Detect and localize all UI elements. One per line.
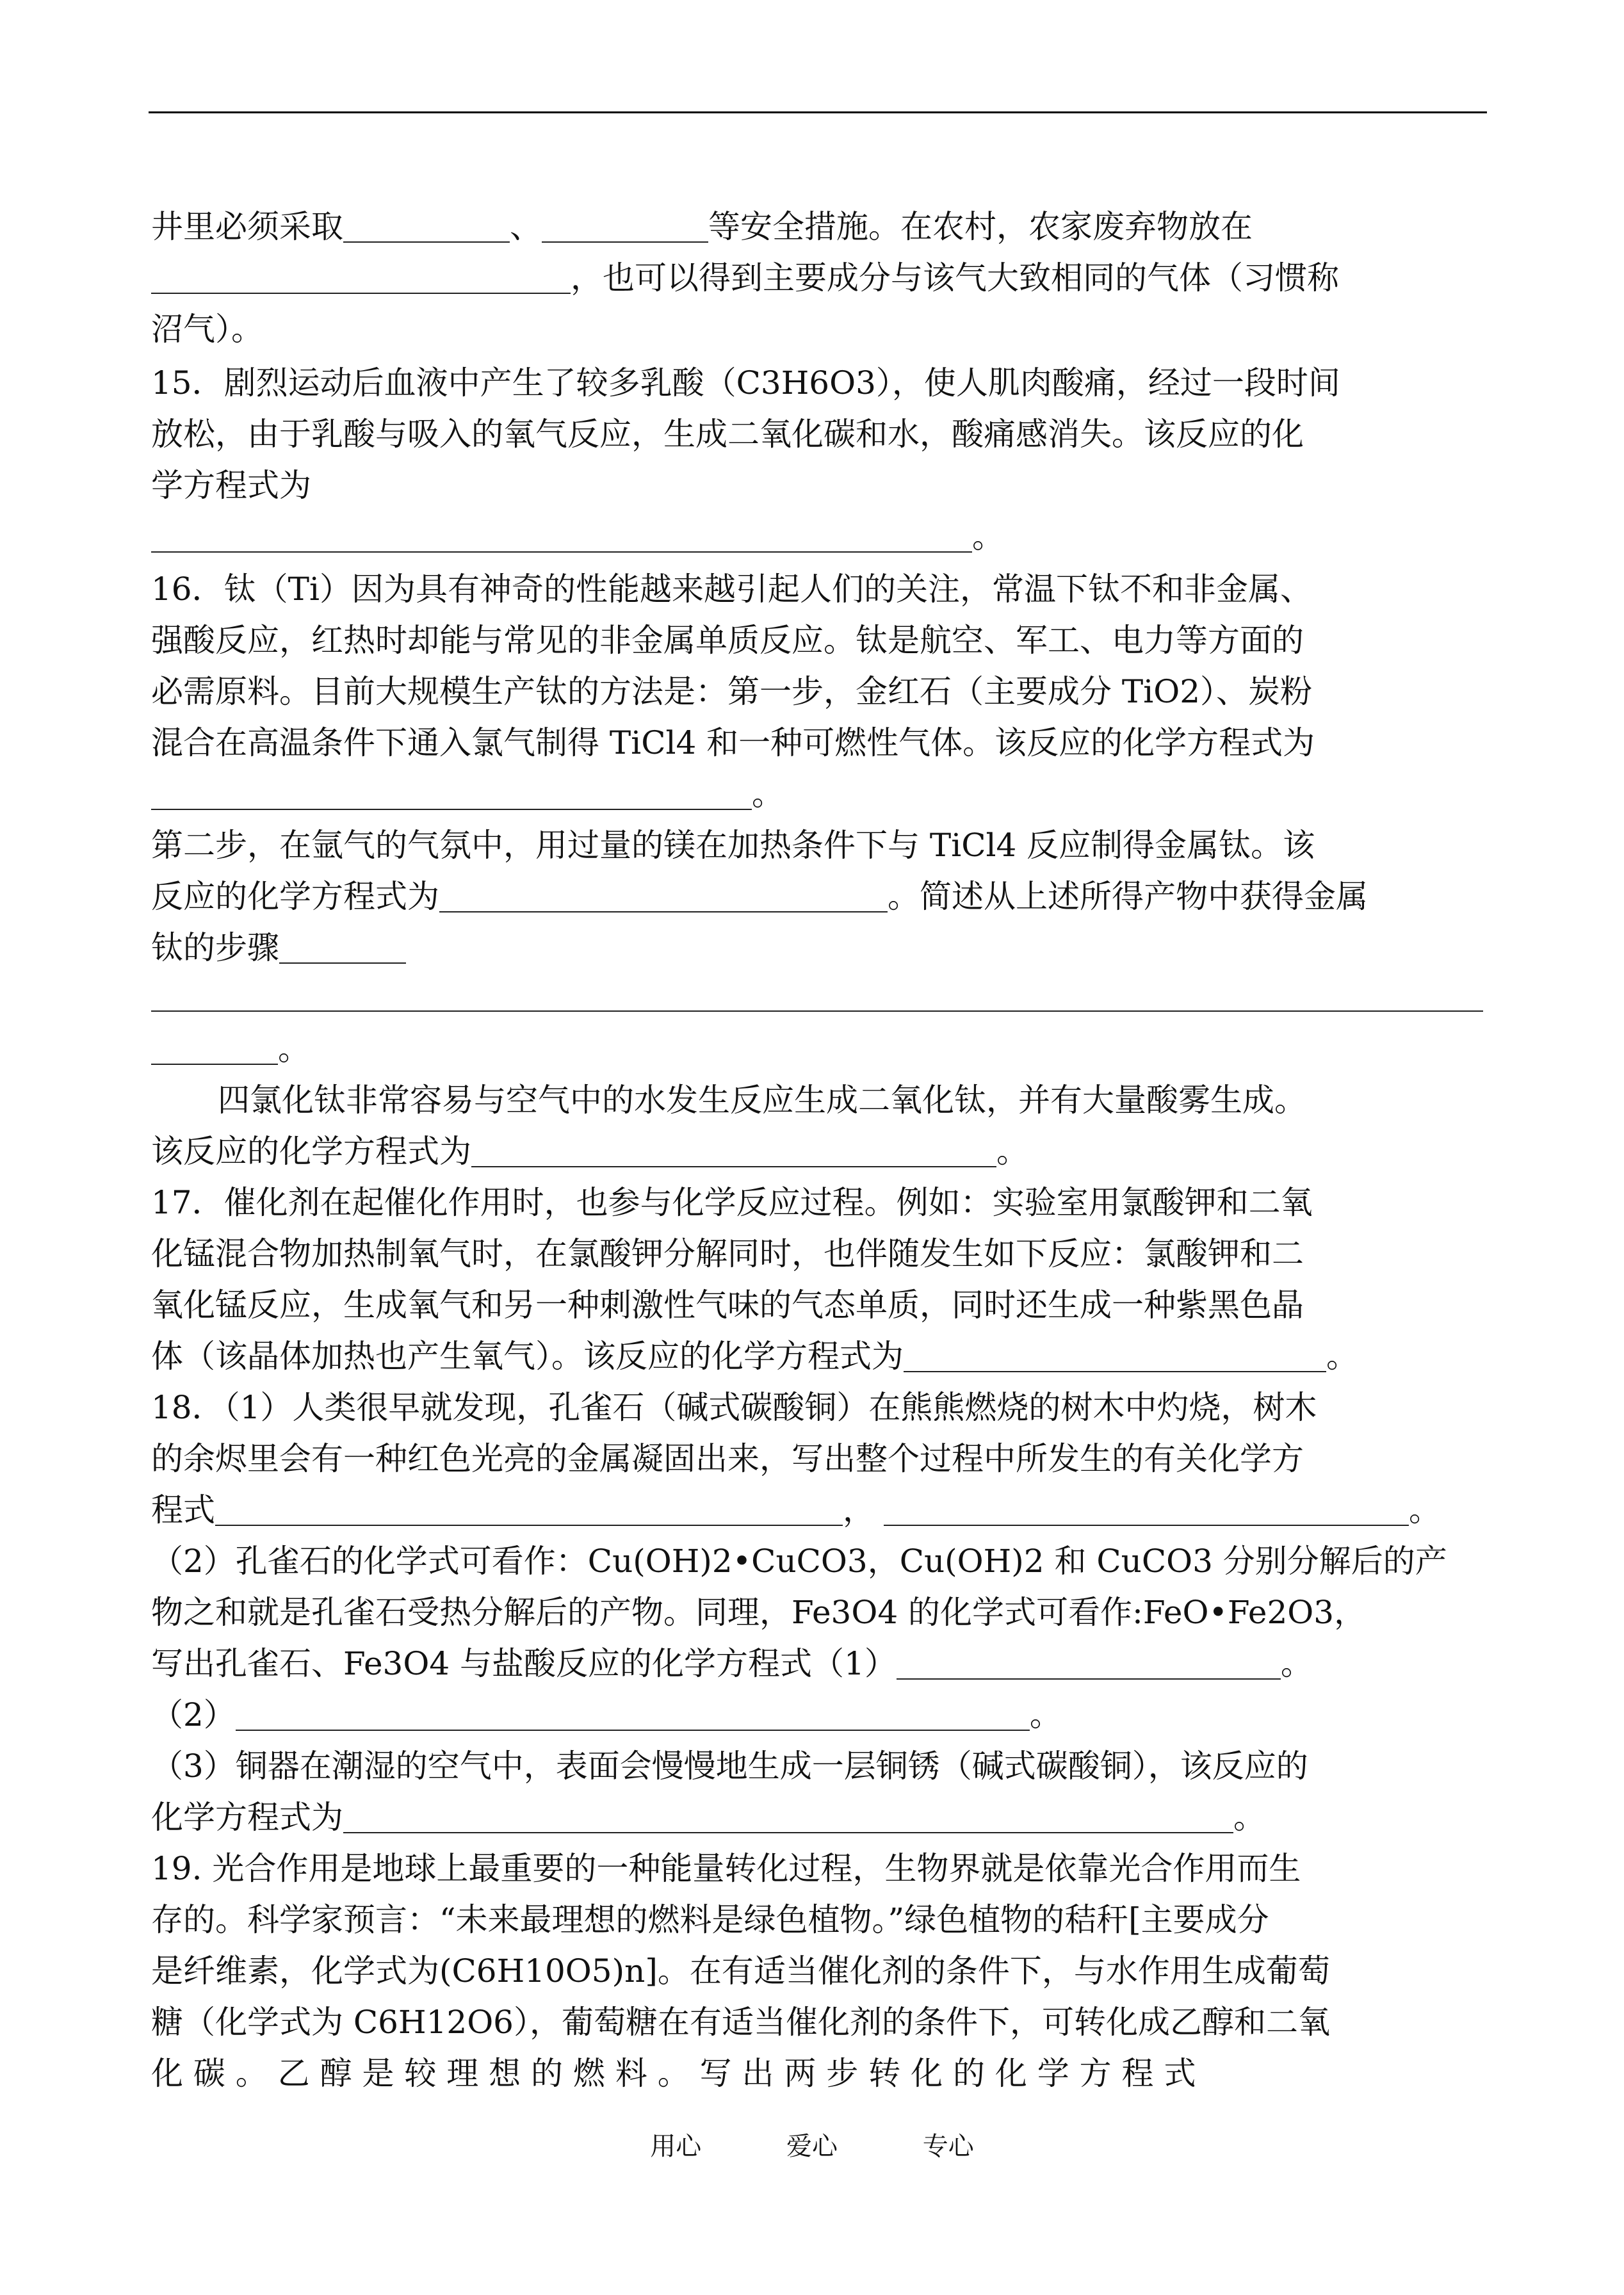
text-line: 沼气）。 — [151, 311, 263, 348]
question-18-line: 18．（1）人类很早就发现，孔雀石（碱式碳酸铜）在熊熊燃烧的树木中灼烧，树木 — [151, 1389, 1317, 1426]
question-16-line: 必需原料。目前大规模生产钛的方法是：第一步，金红石（主要成分 TiO2）、炭粉 — [151, 673, 1313, 710]
question-16-line: 强酸反应，红热时却能与常见的非金属单质反应。钛是航空、军工、电力等方面的 — [151, 622, 1304, 659]
question-18-line: （3）铜器在潮湿的空气中，表面会慢慢地生成一层铜锈（碱式碳酸铜），该反应的 — [151, 1748, 1308, 1785]
question-16-line: 16．钛（Ti）因为具有神奇的性能越来越引起人们的关注，常温下钛不和非金属、 — [151, 571, 1312, 608]
question-16-line: 混合在高温条件下通入氯气制得 TiCl4 和一种可燃性气体。该反应的化学方程式为 — [151, 724, 1315, 761]
answer-blank[interactable] — [439, 878, 888, 912]
answer-blank[interactable] — [542, 208, 708, 243]
question-17-line: 17．催化剂在起催化作用时，也参与化学反应过程。例如：实验室用氯酸钾和二氧 — [151, 1184, 1313, 1221]
footer-word: 专心 — [922, 2132, 974, 2161]
question-18-line: （2）孔雀石的化学式可看作：Cu(OH)2•CuCO3，Cu(OH)2 和 CuCO3 分别分解后的产 — [151, 1543, 1447, 1580]
answer-blank[interactable] — [279, 929, 406, 964]
text-line: ，也可以得到主要成分与该气大致相同的气体（习惯称 — [151, 257, 1339, 298]
answer-blank[interactable] — [151, 775, 752, 810]
answer-blank[interactable] — [151, 1010, 1483, 1012]
answer-blank[interactable] — [343, 1799, 1233, 1833]
question-18-line: 物之和就是孔雀石受热分解后的产物。同理，Fe3O4 的化学式可看作:FeO•Fe2O3， — [151, 1594, 1367, 1631]
answer-blank[interactable] — [151, 1030, 278, 1065]
answer-blank[interactable] — [215, 1491, 843, 1526]
question-15-line: 15．剧烈运动后血液中产生了较多乳酸（C3H6O3），使人肌肉酸痛，经过一段时间 — [151, 364, 1340, 401]
text-line: 化学方程式为 。 — [151, 1799, 1265, 1836]
question-15-line: 放松，由于乳酸与吸入的氧气反应，生成二氧化碳和水，酸痛感消失。该反应的化 — [151, 416, 1304, 453]
text-line: 程式 ， 。 — [151, 1491, 1441, 1529]
text-line: 。 — [151, 516, 1004, 557]
question-17-line: 氧化锰反应，生成氧气和另一种刺激性气味的气态单质，同时还生成一种紫黑色晶 — [151, 1286, 1304, 1324]
text-line: 反应的化学方程式为 。简述从上述所得产物中获得金属 — [151, 878, 1368, 915]
answer-blank[interactable] — [904, 1338, 1326, 1372]
header-rule — [149, 111, 1487, 113]
answer-blank[interactable] — [897, 1645, 1281, 1680]
text-line: 写出孔雀石、Fe3O4 与盐酸反应的化学方程式（1） 。 — [151, 1645, 1313, 1682]
text-line: 。 — [151, 774, 784, 815]
text-line: 钛的步骤 — [151, 927, 406, 968]
footer-word: 爱心 — [786, 2132, 838, 2161]
text-line: 四氯化钛非常容易与空气中的水发生反应生成二氧化钛，并有大量酸雾生成。 — [218, 1082, 1306, 1119]
question-19-line: 19. 光合作用是地球上最重要的一种能量转化过程，生物界就是依靠光合作用而生 — [151, 1850, 1301, 1887]
text-line: （2） 。 — [151, 1696, 1062, 1733]
text-line: 体（该晶体加热也产生氧气）。该反应的化学方程式为 。 — [151, 1338, 1358, 1375]
question-15-line: 学方程式为 — [151, 467, 311, 504]
answer-blank[interactable] — [151, 518, 972, 553]
question-19-line: 糖（化学式为 C6H12O6），葡萄糖在有适当催化剂的条件下，可转化成乙醇和二氧 — [151, 2004, 1330, 2041]
question-18-line: 的余烬里会有一种红色光亮的金属凝固出来，写出整个过程中所发生的有关化学方 — [151, 1440, 1304, 1477]
text-line: 该反应的化学方程式为 。 — [151, 1133, 1028, 1170]
answer-blank[interactable] — [471, 1133, 996, 1167]
text-line: 。 — [151, 1028, 310, 1069]
text-line: 井里必须采取 、 等安全措施。在农村，农家废弃物放在 — [151, 208, 1253, 245]
question-19-line: 化 碳 。 乙 醇 是 较 理 想 的 燃 料 。 写 出 两 步 转 化 的 化 学 方 程 式 — [151, 2055, 1196, 2092]
footer-word: 用心 — [650, 2132, 702, 2161]
question-19-line: 是纤维素，化学式为(C6H10O5)n]。在有适当催化剂的条件下，与水作用生成葡萄 — [151, 1952, 1330, 1990]
answer-blank[interactable] — [884, 1491, 1409, 1526]
question-16-line: 第二步，在氩气的气氛中，用过量的镁在加热条件下与 TiCl4 反应制得金属钛。该 — [151, 827, 1315, 864]
answer-blank[interactable] — [236, 1696, 1030, 1731]
question-19-line: 存的。科学家预言：“未来最理想的燃料是绿色植物。”绿色植物的秸秆[主要成分 — [151, 1901, 1269, 1938]
answer-blank[interactable] — [151, 259, 571, 294]
page-footer — [0, 2126, 1624, 2162]
question-17-line: 化锰混合物加热制氧气时，在氯酸钾分解同时，也伴随发生如下反应：氯酸钾和二 — [151, 1235, 1304, 1272]
answer-blank[interactable] — [343, 208, 510, 243]
